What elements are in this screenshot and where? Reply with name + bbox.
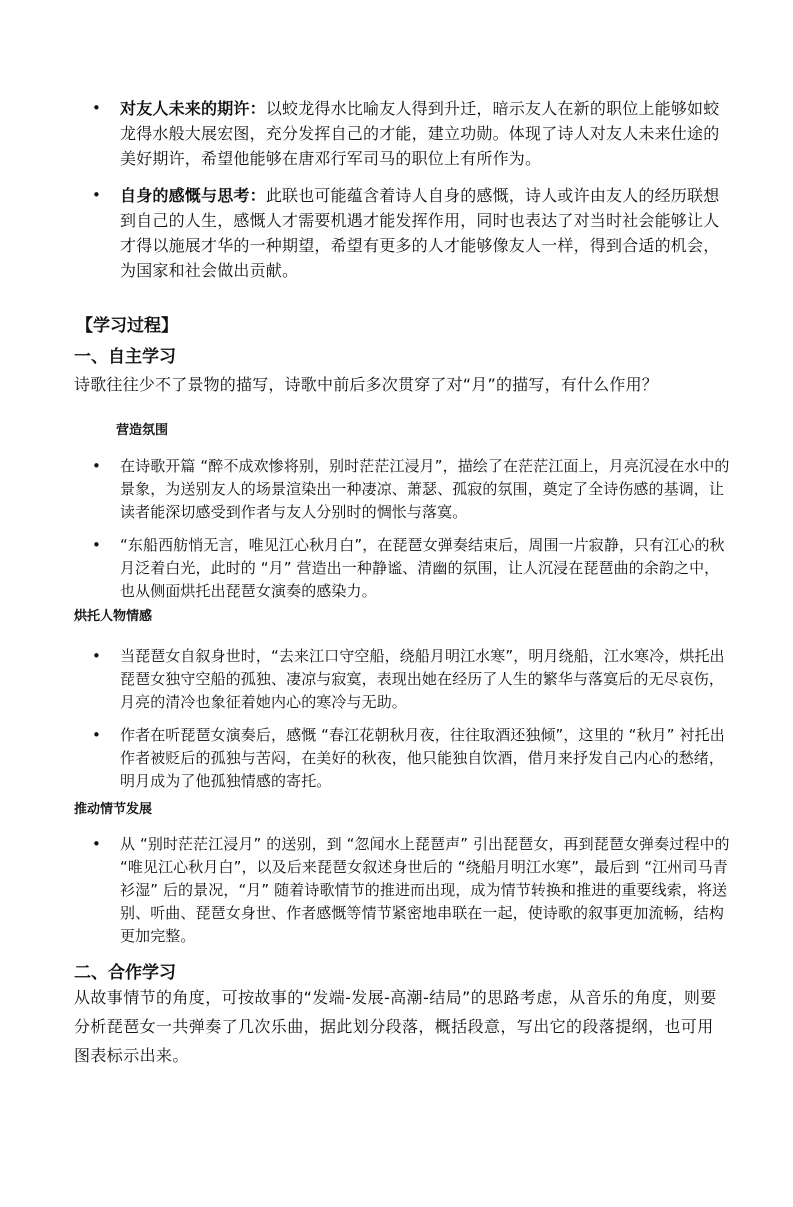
list-item: • 作者在听琵琶女演奏后，感慨 “春江花朝秋月夜，往往取酒还独倾”，这里的 “秋月” 衬托出作者被贬后的孤独与苦闷，在美好的秋夜，他只能独自饮酒，借月来抒发自己内心的愁绪，明月成为了他孤独情感的寄托。 bbox=[92, 724, 732, 793]
learning-process-heading: 【学习过程】 bbox=[76, 316, 178, 336]
cooperative-study-text: 从故事情节的角度，可按故事的“发端-发展-高潮-结局”的思路考虑，从音乐的角度，则要分析琵琶女一共弹奏了几次乐曲，据此划分段落，概括段意，写出它的段落提纲，也可用图表标示出来。 bbox=[74, 988, 717, 1065]
plot-list bbox=[92, 833, 732, 958]
bullet-text: 此联也可能蕴含着诗人自身的感慨，诗人或许由友人的经历联想到自己的人生，感慨人才需要机遇才能发挥作用，同时也表达了对当时社会能够让人才得以施展才华的一种期望，希望有更多的人才能够像友人一样，得到合适的机会，为国家和社会做出贡献。 bbox=[120, 186, 720, 280]
subheading-emotion: 烘托人物情感 bbox=[74, 609, 153, 624]
list-item: • 当琵琶女自叙身世时，“去来江口守空船，绕船月明江水寒”，明月绕船，江水寒冷，烘托出琵琶女独守空船的孤独、凄凉与寂寞，表现出她在经历了人生的繁华与落寞后的无尽哀伤，月亮的清冷也象征着她内心的寒冷与无助。 bbox=[92, 645, 732, 714]
self-study-question: 诗歌往往少不了景物的描写，诗歌中前后多次贯穿了对“月”的描写，有什么作用？ bbox=[74, 375, 658, 394]
bullet-text: 以蛟龙得水比喻友人得到升迁，暗示友人在新的职位上能够如蛟龙得水般大展宏图，充分发挥自己的才能，建立功勋。体现了诗人对友人未来仕途的美好期许，希望他能够在唐邓行军司马的职位上有所作为。 bbox=[120, 99, 720, 168]
bullet-label: 自身的感慨与思考： bbox=[120, 186, 266, 205]
emotion-list bbox=[92, 645, 732, 803]
list-item bbox=[92, 183, 732, 283]
section-title-self-study: 一、自主学习 bbox=[74, 347, 176, 367]
bullet-label: 对友人未来的期许： bbox=[120, 99, 266, 118]
top-bullet-list bbox=[92, 96, 732, 295]
atmosphere-list bbox=[92, 455, 732, 613]
list-item bbox=[92, 96, 732, 171]
subheading-atmosphere: 营造氛围 bbox=[116, 423, 169, 438]
subheading-plot: 推动情节发展 bbox=[74, 802, 153, 817]
list-item: • 从 “别时茫茫江浸月” 的送别，到 “忽闻水上琵琶声” 引出琵琶女，再到琵琶女弹奏过程中的 “唯见江心秋月白”，以及后来琵琶女叙述身世后的 “绕船月明江水寒”，最后到 “江州司马青衫湿” 后的景况，“月” 随着诗歌情节的推进而出现，成为情节转换和推进的重要线索，将送别、听曲、琵琶女身世、作者感慨等情节紧密地串联在一起，使诗歌的叙事更加流畅，结构更加完整。 bbox=[92, 833, 732, 948]
list-item: • “东船西舫悄无言，唯见江心秋月白”，在琵琶女弹奏结束后，周围一片寂静，只有江心的秋月泛着白光，此时的 “月” 营造出一种静谧、清幽的氛围，让人沉浸在琵琶曲的余韵之中，也从侧面烘托出琵琶女演奏的感染力。 bbox=[92, 534, 732, 603]
section-title-cooperative-study: 二、合作学习 bbox=[74, 963, 176, 983]
list-item: • 在诗歌开篇 “醉不成欢惨将别，别时茫茫江浸月”，描绘了在茫茫江面上，月亮沉浸在水中的景象，为送别友人的场景渲染出一种凄凉、萧瑟、孤寂的氛围，奠定了全诗伤感的基调，让读者能深切感受到作者与友人分别时的惆怅与落寞。 bbox=[92, 455, 732, 524]
